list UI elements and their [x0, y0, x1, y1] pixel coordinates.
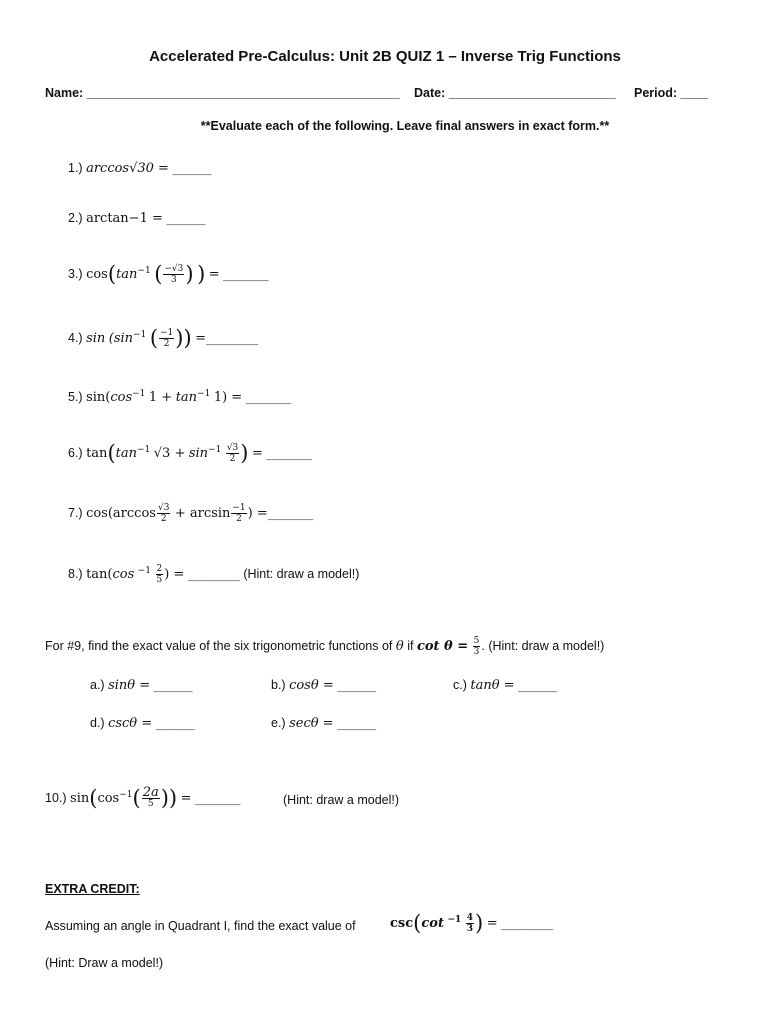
answer-blank: ________: [206, 331, 259, 346]
answer-blank: ______: [518, 678, 558, 693]
question-10-hint: (Hint: draw a model!): [283, 793, 400, 807]
name-field-label: Name: _____________________________________________: [45, 86, 400, 100]
close-paren: ): [197, 262, 206, 286]
extra-credit-expression: csc(cot $^{-1}$ $\frac{4}{3}$ ) = ________: [390, 911, 554, 935]
answer-blank: ______: [172, 161, 212, 176]
question-9d: d.) cscθ = ______: [90, 716, 195, 731]
question-number: 8.): [68, 566, 83, 581]
answer-blank: ______: [337, 716, 377, 731]
outer-function: tan: [86, 446, 108, 461]
fraction: $\frac{2}{5}$: [156, 564, 163, 585]
answer-blank: _______: [245, 390, 292, 405]
question-7: 7.) cos(arccos $\frac{√3}{2}$ + arcsin $\frac{-1}{2}$ ) =_______: [68, 503, 314, 524]
question-2: [68, 211, 205, 226]
question-number: 10.): [45, 791, 67, 805]
period-field-label: Period: ____: [634, 86, 709, 100]
fraction: $\frac{4}{3}$: [466, 913, 473, 935]
hint: (Hint: draw a model!): [243, 566, 360, 581]
question-3: 3.) $\cos(\tan^{-1}$ ( $\frac{-√3}{3}$ ) ) = _______: [68, 262, 269, 286]
outer-function: sin: [70, 791, 90, 806]
question-9e: e.) secθ = ______: [271, 716, 377, 731]
question-number: 2.): [68, 211, 83, 225]
page-title: Accelerated Pre-Calculus: Unit 2B QUIZ 1 – Inverse Trig Functions: [149, 48, 621, 65]
answer-blank: _______: [223, 267, 269, 282]
question-number: 7.): [68, 505, 83, 520]
inverse-function: tan: [175, 390, 198, 405]
question-expression: arctan−1 =: [86, 211, 163, 226]
answer-blank: _______: [267, 505, 314, 521]
answer-blank: _______: [195, 791, 241, 806]
answer-blank: ______: [166, 211, 206, 226]
open-paren: (: [107, 262, 117, 286]
answer-blank: ________: [501, 916, 554, 931]
question-9c: c.) tanθ = ______: [453, 678, 558, 693]
extra-credit-hint: (Hint: Draw a model!): [45, 956, 164, 970]
question-10: 10.) $\sin(\cos^{-1}$( $\frac{2a}{5}$ )) = _______: [45, 785, 241, 810]
fraction: $\frac{-1}{2}$: [232, 503, 246, 524]
question-expression: arccos√30 =: [86, 161, 169, 176]
question-9a: a.) sinθ = ______: [90, 678, 193, 693]
fraction: $\frac{-1}{2}$: [160, 328, 174, 350]
inverse-exponent: −1: [137, 266, 151, 276]
inverse-exponent: −1: [133, 330, 147, 340]
answer-blank: ______: [155, 716, 195, 731]
inverse-function: cos: [110, 390, 133, 405]
date-field-label: Date: ________________________: [414, 86, 616, 100]
inverse-function: tan: [116, 267, 138, 282]
instructions: **Evaluate each of the following. Leave final answers in exact form.**: [200, 119, 610, 133]
question-1: [68, 161, 211, 176]
question-6: 6.) $\tan(\tan^{-1}$ $√3 + \sin^{-1}$ $\frac{√3}{2}$ ) = _______: [68, 441, 312, 465]
fraction: $\frac{-√3}{3}$: [164, 264, 184, 286]
outer-function: sin: [86, 331, 106, 346]
inverse-function: (sin: [108, 331, 134, 346]
question-5: 5.) $\sin(\cos^{-1}$ $1 + \tan^{-1} 1$) = _______: [68, 389, 292, 405]
answer-blank: ________: [187, 566, 240, 582]
answer-blank: ______: [337, 678, 377, 693]
question-number: 5.): [68, 390, 83, 404]
question-9b: b.) cosθ = ______: [271, 678, 377, 693]
question-number: 3.): [68, 267, 83, 281]
fraction: $\frac{5}{3}$: [473, 636, 480, 657]
extra-credit-prompt: Assuming an angle in Quadrant I, find the exact value of: [45, 919, 356, 933]
outer-function: cos: [86, 267, 108, 282]
question-number: 1.): [68, 161, 83, 175]
answer-blank: ______: [153, 678, 193, 693]
fraction: $\frac{2a}{5}$: [142, 785, 159, 810]
answer-blank: _______: [266, 446, 312, 461]
extra-credit-heading: EXTRA CREDIT:: [45, 882, 140, 896]
question-number: 6.): [68, 446, 83, 460]
question-8: 8.) tan(cos $^{-1}$ $\frac{2}{5}$ ) = ________ (Hint: draw a model!): [68, 564, 360, 585]
fraction: $\frac{√3}{2}$: [157, 503, 170, 524]
question-9-intro: For #9, find the exact value of the six trigonometric functions of θ if cot θ = $\frac{5}{3}$ . (Hint: draw a model!): [45, 636, 605, 657]
question-4: 4.) $\sin (\sin^{-1}$ ( $\frac{-1}{2}$ )) =________: [68, 326, 259, 350]
fraction: $\frac{√3}{2}$: [226, 443, 239, 465]
question-number: 4.): [68, 331, 83, 345]
